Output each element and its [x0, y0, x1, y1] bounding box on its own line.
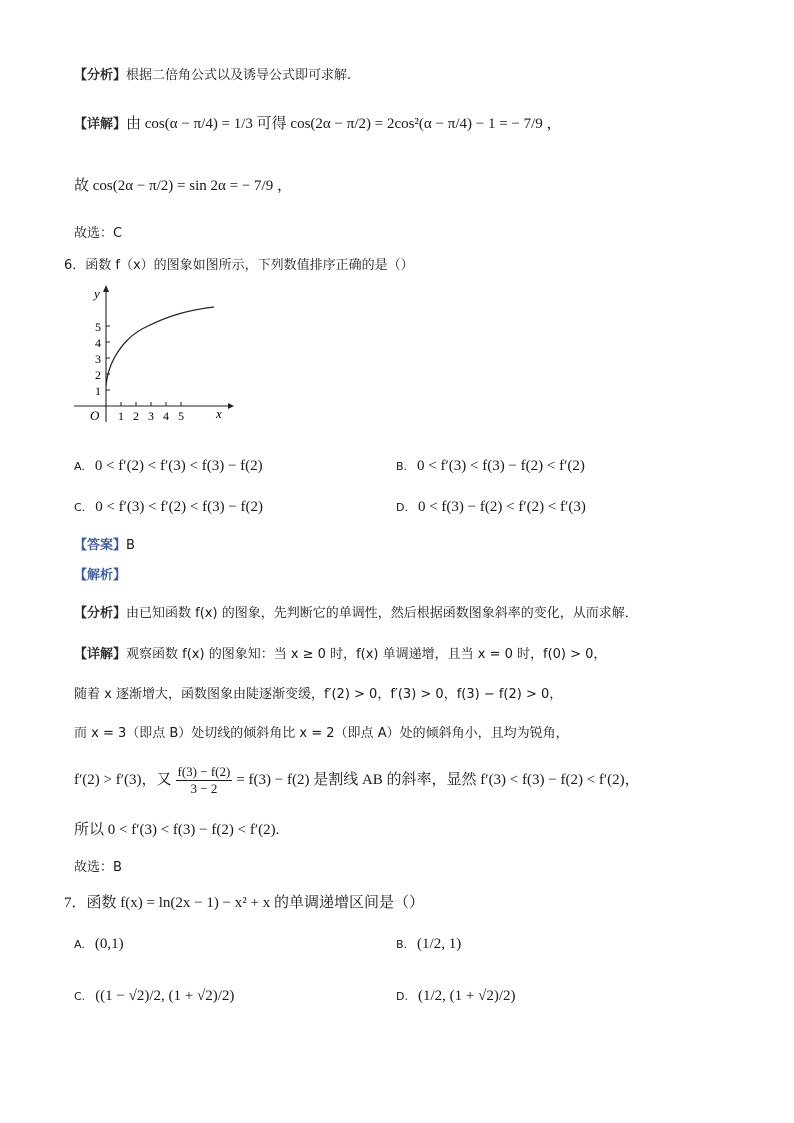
- q6-detail-tag: 【详解】: [74, 647, 127, 662]
- q6-detail-line-3: 而 x = 3（即点 B）处切线的倾斜角比 x = 2（即点 A）处的倾斜角小，且均为锐角，: [74, 726, 569, 741]
- q6-answer-tag: 【答案】: [74, 538, 127, 553]
- q6-fraction-numerator: f(3) − f(2): [177, 763, 231, 779]
- q6-option-b[interactable]: [396, 456, 585, 477]
- x-tick-3: 3: [148, 409, 154, 423]
- q7-option-a[interactable]: [74, 934, 124, 955]
- q6-option-d-text: 0 < f(3) − f(2) < f′(2) < f′(3): [417, 499, 586, 515]
- q6-option-d[interactable]: [396, 497, 586, 518]
- x-tick-5: 5: [178, 409, 184, 423]
- y-axis-label: y: [94, 286, 100, 301]
- y-tick-1: 1: [95, 384, 101, 398]
- q5-detail-eq2: 故 cos(2α − π/2) = sin 2α = − 7/9 ，: [74, 178, 292, 194]
- q6-option-c-text: 0 < f′(3) < f′(2) < f(3) − f(2): [95, 499, 264, 515]
- y-axis-arrow: [103, 285, 109, 292]
- q5-analysis-text: 根据二倍角公式以及诱导公式即可求解.: [126, 68, 352, 83]
- q6-option-b-label: B.: [396, 460, 408, 473]
- q6-option-b-text: 0 < f′(3) < f(3) − f(2) < f′(2): [417, 458, 585, 474]
- q6-option-d-label: D.: [396, 501, 408, 514]
- y-tick-4: 4: [95, 336, 101, 350]
- q5-detail-eq1: 由 cos(α − π/4) = 1/3 可得 cos(2α − π/2) = 2cos²(α − π/4) − 1 = − 7/9 ，: [126, 116, 562, 132]
- q6-analysis-line: [74, 604, 638, 624]
- q7-option-a-text: (0,1): [94, 936, 124, 952]
- q7-option-d-label: D.: [396, 990, 408, 1003]
- x-tick-1: 1: [118, 409, 124, 423]
- q6-analysis-text: 由已知函数 f(x) 的图象，先判断它的单调性，然后根据函数图象斜率的变化，从而求解．: [126, 606, 638, 621]
- q5-detail-line-1: [74, 114, 562, 135]
- q6-answer: B: [126, 538, 135, 553]
- q6-option-a[interactable]: [74, 456, 263, 477]
- y-tick-5: 5: [95, 320, 101, 334]
- q6-stem: 6．函数 f（x）的图象如图所示，下列数值排序正确的是（）: [64, 258, 414, 273]
- q6-analysis-tag: 【分析】: [74, 606, 127, 621]
- x-tick-4: 4: [163, 409, 169, 423]
- q6-option-c[interactable]: [74, 497, 263, 518]
- function-curve: [106, 307, 214, 386]
- q7-option-c-label: C.: [74, 990, 86, 1003]
- x-axis-label: x: [216, 406, 222, 421]
- q6-detail-text-1: 观察函数 f(x) 的图象知：当 x ≥ 0 时，f(x) 单调递增，且当 x = 0 时，f(0) > 0，: [126, 647, 607, 662]
- q6-answer-line: [74, 536, 135, 556]
- q5-analysis-line: [74, 66, 351, 86]
- q7-option-b-text: (1/2, 1): [417, 936, 462, 952]
- q6-detail-line-1: [74, 645, 606, 665]
- q5-analysis-tag: 【分析】: [74, 68, 127, 83]
- q7-option-d-text: (1/2, (1 + √2)/2): [417, 988, 516, 1004]
- q6-explain-line: [74, 566, 126, 586]
- x-axis-arrow: [228, 403, 234, 409]
- q6-option-a-label: A.: [74, 460, 85, 473]
- q7-option-b[interactable]: [396, 934, 461, 955]
- q6-detail-line-4: [74, 760, 640, 800]
- q6-choice: 故选：B: [74, 860, 122, 875]
- q6-fraction-denominator: 3 − 2: [190, 780, 218, 796]
- x-tick-2: 2: [133, 409, 139, 423]
- q6-option-c-label: C.: [74, 501, 86, 514]
- q5-detail-line-2: [74, 176, 292, 197]
- q5-detail-tag: 【详解】: [74, 117, 127, 132]
- q7-option-c[interactable]: [74, 986, 234, 1007]
- q7-stem: 7．函数 f(x) = ln(2x − 1) − x² + x 的单调递增区间是（）: [64, 895, 424, 911]
- q6-fraction: [176, 764, 233, 797]
- q7-option-a-label: A.: [74, 938, 85, 951]
- q6-function-graph: [68, 282, 238, 427]
- q6-detail-line-2: 随着 x 逐渐增大，函数图象由陡逐渐变缓，f′(2) > 0，f′(3) > 0，f(3) − f(2) > 0，: [74, 687, 563, 702]
- origin-label: O: [90, 408, 100, 423]
- q5-choice: 故选：C: [74, 226, 123, 241]
- y-tick-3: 3: [95, 352, 101, 366]
- q6-option-a-text: 0 < f′(2) < f′(3) < f(3) − f(2): [94, 458, 263, 474]
- q6-detail-4b: = f(3) − f(2) 是割线 AB 的斜率，显然 f′(3) < f(3) − f(2) < f′(2)，: [236, 772, 640, 788]
- q6-detail-line-5: 所以 0 < f′(3) < f(3) − f(2) < f′(2).: [74, 822, 280, 838]
- q6-explain-tag: 【解析】: [74, 568, 127, 583]
- q7-option-d[interactable]: [396, 986, 515, 1007]
- q6-detail-4a: f′(2) > f′(3)，又: [74, 772, 172, 788]
- q7-option-c-text: ((1 − √2)/2, (1 + √2)/2): [95, 988, 235, 1004]
- y-tick-2: 2: [95, 368, 101, 382]
- q7-option-b-label: B.: [396, 938, 408, 951]
